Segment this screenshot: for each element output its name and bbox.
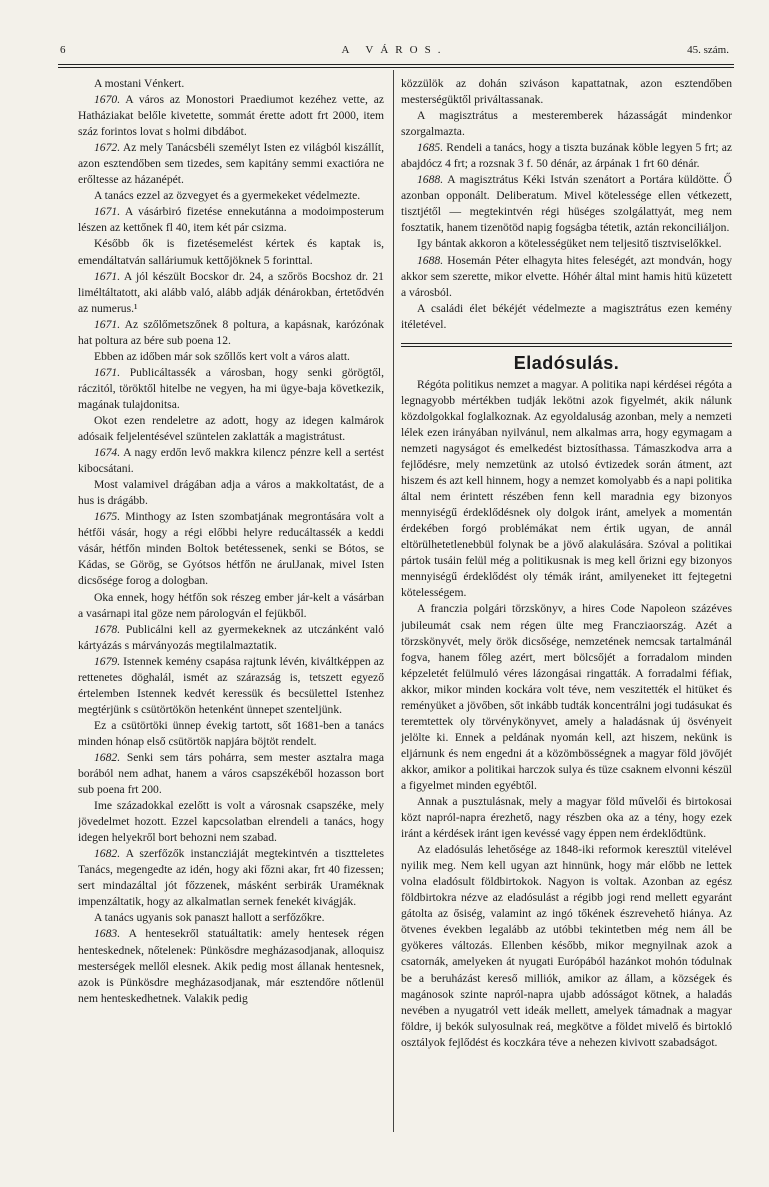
column-divider (393, 70, 394, 1132)
header-rule (58, 64, 734, 65)
entry-text: A nagy erdőn levő makkra kilencz pénzre kell a sertést kibocsátani. (78, 446, 384, 476)
paragraph (78, 365, 384, 413)
page-number: 6 (60, 44, 66, 56)
entry-text: Okot ezen rendeletre az adott, hogy az idegen kalmárok adósaik feljelentésével szüntelen zaklatták a magistrátust. (78, 413, 384, 444)
entry-text: Az szőlőmetszőnek 8 poltura, a kapásnak, karózónak hat poltura az bére sub poena 12. (78, 317, 384, 347)
entry-text: A tanács ugyanis sok panaszt hallott a serfőzőkre. (94, 911, 325, 925)
paragraph (78, 910, 384, 926)
entry-text: Az mely Tanácsbéli személyt Isten ez világból kiszállít, azon esztendőben sem tizedes, sem kapitány semmi exactióra ne erőltesse az házanépét. (78, 141, 384, 187)
entry-year: 1688. (417, 173, 444, 187)
entry-text: Minthogy az Isten szombatjának megrontására volt a hétfői vásár, hogy a régi előbbi helyre reducáltassék a keddi vásár, hétfőn minden Boltok betétessenek, senki se Bótos, se Kádas, se Görög, se Gyótsos hétfőn ne árulJanak, mivel Isten dicsősége forog a dologban. (78, 510, 384, 588)
newspaper-title: A VÁROS. (341, 44, 448, 56)
paragraph (78, 798, 384, 846)
entry-text: Igy bántak akkoron a kötelességüket nem teljesitő tisztviselőkkel. (417, 237, 722, 251)
paragraph (78, 317, 384, 349)
article-eladosulas (401, 377, 732, 1051)
paragraph (78, 236, 384, 268)
entry-text: A város az Monostori Praediumot kezéhez vette, az Hatháziakat belőle kivetette, sommát érette adott frt 2000, item száz forintos lovat s holmi dibdábot. (78, 93, 384, 139)
entry-text: A családi élet békéjét védelmezte a magisztrátus ezen kemény itéletével. (401, 301, 732, 331)
entry-year: 1682. (94, 750, 121, 764)
entry-year: 1674. (94, 446, 121, 460)
entry-text: közzülök az dohán sziváson kapattatnak, azon esztendőben mesterségüktől priváltassanak. (401, 77, 732, 107)
paragraph (78, 622, 384, 654)
entry-text: Ebben az időben már sok szőllős kert volt a város alatt. (94, 349, 350, 363)
paragraph (78, 509, 384, 589)
paragraph (78, 204, 384, 236)
entry-text: Oka ennek, hogy hétfőn sok részeg ember jár-kelt a vásárban a vasárnapi ital göze nem párologván el fejükből. (78, 590, 384, 620)
entry-text: Később ők is fizetésemelést kértek és kaptak is, emendáltatván salláriumuk kettőjöknek 5 forinttal. (78, 237, 384, 267)
paragraph (401, 301, 732, 333)
entry-text: Rendeli a tanács, hogy a tiszta buzának köble legyen 5 frt; az abajdócz 4 frt; a rozsnak 3 f. 50 dénár, az árpának 1 frt 60 dénár. (401, 141, 732, 171)
article-paragraph: Régóta politikus nemzet a magyar. A politika napi kérdései régóta a legnagyobb mértékben tudják lekötni azok figyelmét, akik nálunk közdolgokkal foglalkoznak. Az egyoldaluság azonban, mely a nemzeti lélek ezen irányában nyilvánul, nem alkalmas arra, hogy egymagam a nemzeti nagyságot és emelkedést biztosíthassa. Támaszkodva arra a fejlődésre, mely nemzetünk az utolsó évtizedek során átment, azt hiszem és azt kell hinnem, hogy a nemzet komolyabb és a napi politika által nem érintett részében fenn kell maradnia egy bizonyos mennyiségű érdeklődésnek oly dolgok iránt, amelyek a momentán érdekében forgó problémákat nem értik ugyan, de annál eltörülhetetlenebbül folynak be a jövő alakulására. Szóval a politikai pártok tusáin felül még a politikusnak is meg kell őrizni egy bizonyos mennyiségű érdeklődést oly témák iránt, amilyeneket itt fejtegetni kötelességem. (401, 377, 732, 600)
section-title: Eladósulás. (513, 352, 620, 373)
entry-year: 1671. (94, 365, 121, 379)
paragraph (401, 140, 732, 172)
entry-text: A mostani Vénkert. (94, 77, 185, 90)
entry-text: A tanács ezzel az özvegyet és a gyermekeket védelmezte. (94, 189, 361, 203)
entry-year: 1682. (94, 847, 121, 861)
entry-text: Senki sem társ pohárra, sem mester asztalra maga borából nem adhat, hanem a város csapszékéből hozasson bort sub poena frt 200. (78, 750, 384, 797)
paragraph (78, 846, 384, 910)
paragraph (78, 718, 384, 750)
paragraph (78, 349, 384, 365)
paragraph (401, 236, 732, 252)
paragraph (401, 108, 732, 140)
article-paragraph: Annak a pusztulásnak, mely a magyar föld művelői és birtokosai közt napról-napra érezhető, nagy részben oka az a tény, hogy ezek iránt a kérdések iránt igen kevéssé vagy éppen nem érdeklődtünk. (401, 795, 732, 841)
section-rule (401, 343, 732, 347)
entry-year: 1672. (94, 141, 121, 155)
paragraph (78, 654, 384, 718)
entry-text: Ez a csütörtöki ünnep évekig tartott, sőt 1681-ben a tanács minden hónap első csütörtök napjára böjtöt rendelt. (78, 718, 384, 748)
entry-year: 1685. (417, 141, 444, 155)
paragraph (78, 269, 384, 317)
entry-year: 1678. (94, 622, 121, 636)
paragraph (78, 590, 384, 622)
entry-text: A szerfőzők instancziáját megtekintvén a tisztteletes Tanács, megengedte az idén, hogy aki főzni akar, frt 40 fizessen; sert mindazáltal jót főzzenek, másként serbirák Uraméknak impenzáltatik, hogy az alkalmatlan sernek fenekét kivágják. (78, 847, 384, 909)
entry-text: Ime századokkal ezelőtt is volt a városnak csapszéke, mely jövedelmet hozott. Ezzel kapcsolatban elrendeli a tanács, hogy idegen helyekről bort behozni nem szabad. (78, 799, 384, 845)
paragraph (78, 140, 384, 188)
entry-year: 1670. (94, 93, 121, 107)
entry-year: 1683. (94, 927, 121, 941)
entry-year: 1671. (94, 269, 121, 283)
paragraph (78, 92, 384, 140)
paragraph (78, 477, 384, 509)
entry-year: 1671. (94, 205, 121, 219)
left-column (78, 76, 384, 1136)
entry-text: A magisztrátus Kéki István szenátort a Portára küldötte. Ő azonban opponált. Deliberatum. Mivel kötelessége ellen vétkezett, tisztjétől — megtekintvén régi hüséges szolgálattyát, meg nem fosztatik, hanem tizenötöd napig fogságba tétetik, aztán rekonciliáljon. (401, 173, 732, 235)
entry-text: Most valamivel drágában adja a város a makkoltatást, de a hus is drágább. (78, 478, 384, 508)
entry-text: A jól készült Bocskor dr. 24, a szőrös Bocshoz dr. 21 liméltáltatott, aki alább való, alább adják dénárokban, értetődvén az numerus.¹ (78, 269, 384, 315)
entry-text: Publicálni kell az gyermekeknek az utczánként való kártyázás s márványozás megtilalmaztatik. (78, 622, 384, 652)
entry-year: 1671. (94, 317, 121, 331)
entry-text: Hosemán Péter elhagyta hites feleségét, azt mondván, hogy akkor sem szerette, mikor elvette. Hóhér által mint hamis hitü küzetett a városból. (401, 253, 732, 299)
right-column-chronicle (401, 76, 732, 333)
paragraph (78, 750, 384, 798)
paragraph (401, 76, 732, 108)
paragraph (78, 188, 384, 204)
right-column (401, 76, 732, 1136)
paragraph (78, 445, 384, 477)
paragraph (401, 172, 732, 236)
page-header (60, 44, 729, 60)
paragraph (401, 253, 732, 301)
header-rule-double (58, 67, 734, 68)
article-paragraph: Az eladósulás lehetősége az 1848-iki reformok keresztül vitelével nyilik meg. Nem kell ugyan azt hinnünk, hogy már előbb ne lettek volna eladósult földbirtokok. Nagyon is voltak. Azonban az egész földbirtokra nézve az eladósulást a régibb jogi rend mellett egyaránt gátolta az ősiség, valamint az ingó tőkének észrevehető hiánya. Az ötvenes években legalább az utóbbi tekintetben még nem áll be gyökeres változás. Ellenben később, mikor megnyilnak azok a csatornák, amelyeken át nyugati Európából hazánkot mohón tódulnak be a beruházást kereső milliók, amikor az állam, a községek és magánosok szinte napról-napra ujabb adósságot kötnek, a haladás nevében a nyugatról vett ideák mellett, amelyek támadnak a magyar földre, ij bekók sulyosulnak reá, megkötve a földet mivelő és birtokló osztályok fejlődést és koczkára téve a nehezen kivivott szabadságot. (401, 843, 732, 1049)
issue-number: 45. szám. (687, 44, 729, 56)
entry-text: Publicáltassék a városban, hogy senki görögtől, ráczitól, töröktől hitelbe ne vegyen, ha mi ügye-baja következik, magának tulajdonitsa. (78, 365, 384, 411)
entry-year: 1675. (94, 510, 121, 524)
article-paragraph: A franczia polgári törzskönyv, a hires Code Napoleon százéves jubileumát csak nem régen ülte meg Francziaország. Azét a törzskönyvét, mely örök dicsősége, nemzetének nemcsak tartalmánál fogva, hanem főleg azért, mert bölcsőjét a forradalom minden képzeletét felülmuló véres lázongásai ringatták. A forradalmi féfiak, akkor, mikor minden kockára volt téve, nem veszitették el hitüket és reményüket a jövőben, sőt inkább tudták koncentrálni jogi tudásukat és teremtettek oly törvénykönyvet, amely a haladásnak új ösvényeit jelölte ki. Ennek a peldának nyomán kell, azt hiszem, nekünk is eljárnunk és nem engedni át a közömbösségnek a magyar föld jövőjét akkor, amikor a politikai harczok sulya és tüze csaknem elvonni készül a figyelmet minden egyébtől. (401, 602, 732, 792)
paragraph (78, 926, 384, 1006)
entry-text: A magisztrátus a mesteremberek házasságát mindenkor szorgalmazta. (401, 109, 732, 139)
paragraph (78, 413, 384, 445)
entry-year: 1688. (417, 253, 444, 267)
entry-year: 1679. (94, 654, 121, 668)
entry-text: A vásárbiró fizetése ennekutánna a modoimposterum lészen az kettőnek fl 40, item két pár csizma. (78, 205, 384, 235)
entry-text: Istennek kemény csapása rajtunk lévén, kiváltképpen az rettenetes döghalál, ismét az szárazság is, tetszett egyező értelemben Istennek kedvét keressük és becsülettel Istenhez megtérjünk s csütörtökön hetenként ünnepet szenteljünk. (78, 654, 384, 716)
paragraph (78, 76, 384, 92)
entry-text: A hentesekről statuáltatik: amely hentesek régen henteskednek, nőtelenek: Pünkösdre megházasodjanak, alloquisz mesterségek mellől elesnek. Akik pedig most állanak hentesnek, azok is Pünkösdre megházasodjanak, már esztendőre nőtlenül nem henteskedhetnek. Valakik pedig (78, 927, 384, 1005)
